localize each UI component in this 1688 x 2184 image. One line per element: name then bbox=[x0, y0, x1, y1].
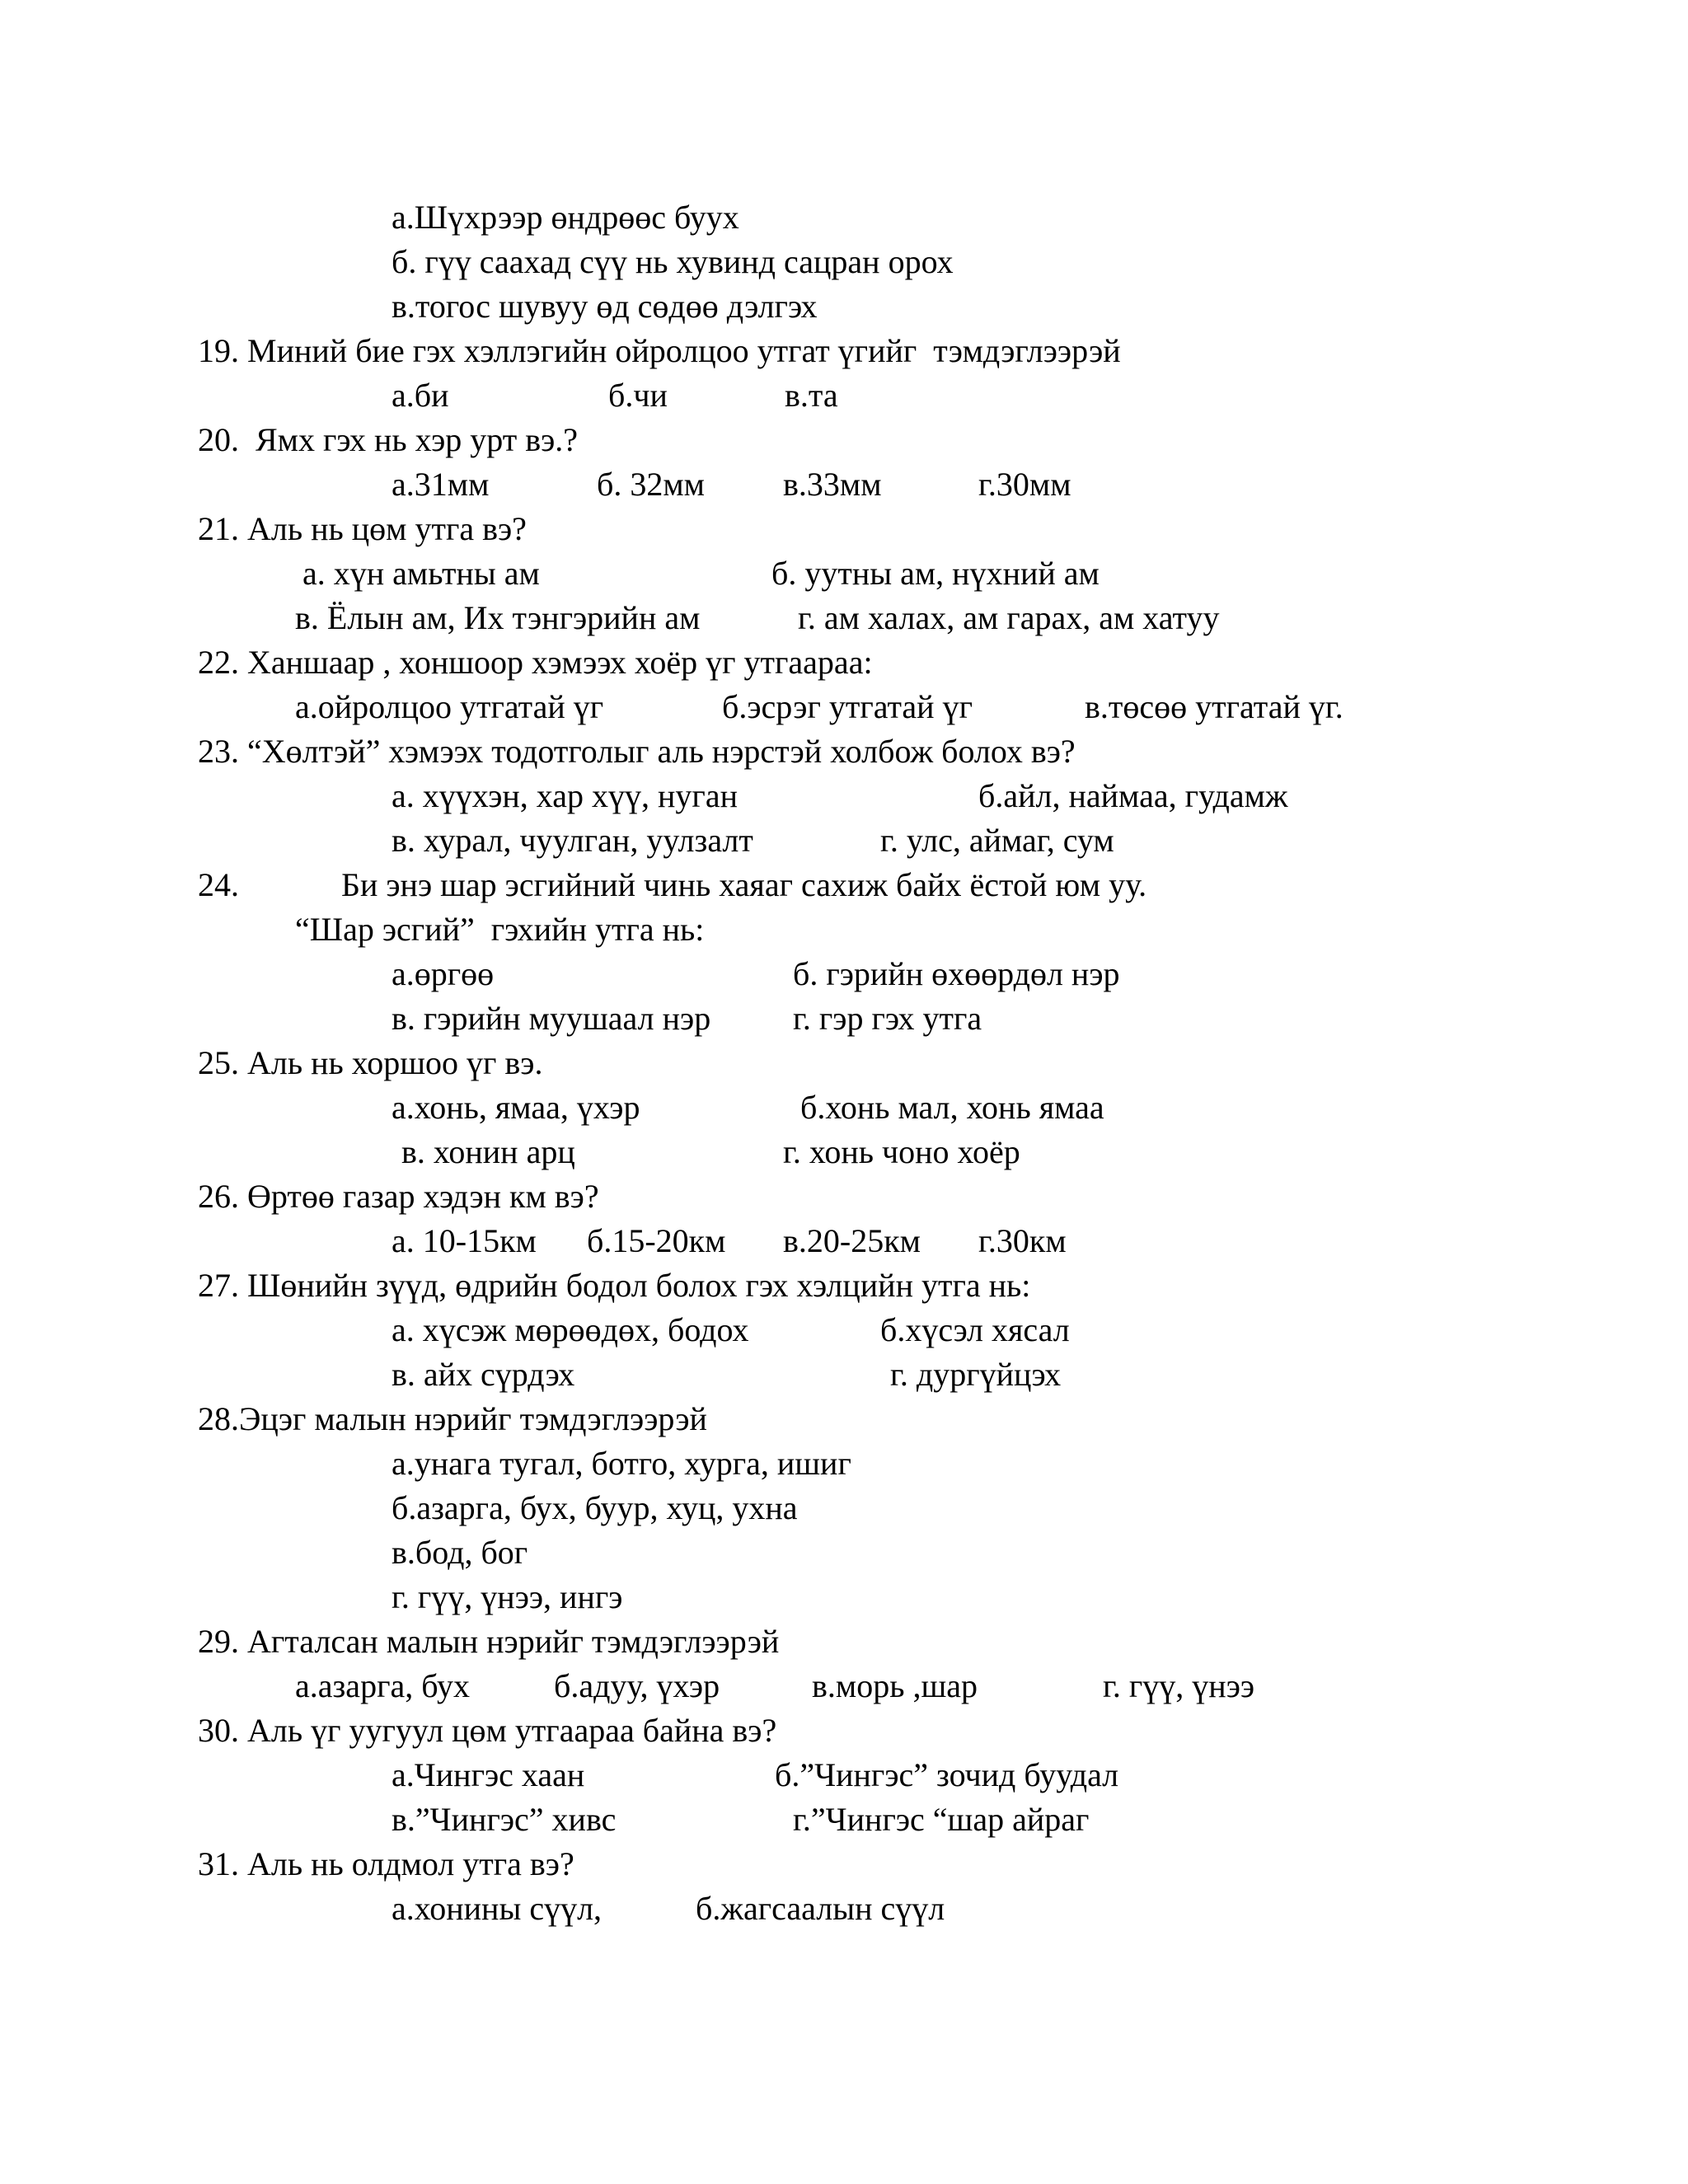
q21-option-b: б. уутны ам, нүхний ам bbox=[771, 555, 1100, 592]
q26-option-b: б.15-20км bbox=[587, 1222, 726, 1259]
q29-option-a: а.азарга, бух bbox=[295, 1667, 471, 1704]
q25-option-a: а.хонь, ямаа, үхэр bbox=[392, 1089, 640, 1126]
q22-option-b: б.эсрэг утгатай үг bbox=[722, 688, 973, 725]
q20-option-a: а.31мм bbox=[392, 466, 490, 503]
question-26: 26. Өртөө газар хэдэн км вэ? bbox=[198, 1178, 599, 1215]
q31-option-a: а.хонины сүүл, bbox=[392, 1890, 603, 1927]
q23-option-d: г. улс, аймаг, сум bbox=[880, 822, 1114, 859]
question-25: 25. Аль нь хоршоо үг вэ. bbox=[198, 1044, 543, 1081]
question-22: 22. Ханшаар , хоншоор хэмээх хоёр үг утгаараа: bbox=[198, 644, 873, 681]
q19-option-b: б.чи bbox=[608, 377, 668, 414]
q24-option-a: а.өргөө bbox=[392, 955, 495, 992]
q22-option-c: в.төсөө утгатай үг. bbox=[1085, 688, 1343, 725]
q20-option-c: в.33мм bbox=[783, 466, 882, 503]
question-21: 21. Аль нь цөм утга вэ? bbox=[198, 510, 527, 547]
q27-option-c: в. айх сүрдэх bbox=[392, 1356, 575, 1393]
question-24-prompt: “Шар эсгий” гэхийн утга нь: bbox=[295, 911, 705, 948]
question-30: 30. Аль үг уугуул цөм утгаараа байна вэ? bbox=[198, 1712, 777, 1749]
q25-option-c: в. хонин арц bbox=[401, 1133, 575, 1170]
q29-option-c: в.морь ,шар bbox=[812, 1667, 978, 1704]
q21-option-c: в. Ёлын ам, Их тэнгэрийн ам bbox=[295, 599, 701, 636]
q23-option-c: в. хурал, чуулган, уулзалт bbox=[392, 822, 753, 859]
q24-option-d: г. гэр гэх утга bbox=[793, 1000, 982, 1037]
q30-option-b: б.”Чингэс” зочид буудал bbox=[775, 1756, 1119, 1793]
q26-option-d: г.30км bbox=[978, 1222, 1067, 1259]
q25-option-b: б.хонь мал, хонь ямаа bbox=[800, 1089, 1104, 1126]
q19-option-a: а.би bbox=[392, 377, 449, 414]
q28-option-a: а.унага тугал, ботго, хурга, ишиг bbox=[392, 1445, 851, 1482]
q27-option-b: б.хүсэл хясал bbox=[880, 1311, 1070, 1348]
q18-option-b: б. гүү саахад сүү нь хувинд сацран орох bbox=[392, 243, 954, 280]
question-23: 23. “Хөлтэй” хэмээх тодотголыг аль нэрстэй холбож болох вэ? bbox=[198, 733, 1076, 770]
q31-option-b: б.жагсаалын сүүл bbox=[696, 1890, 945, 1927]
question-24-number: 24. bbox=[198, 866, 239, 903]
q29-option-d: г. гүү, үнээ bbox=[1103, 1667, 1255, 1704]
q30-option-c: в.”Чингэс” хивс bbox=[392, 1801, 617, 1838]
question-28: 28.Эцэг малын нэрийг тэмдэглээрэй bbox=[198, 1400, 707, 1437]
question-19: 19. Миний бие гэх хэллэгийн ойролцоо утгат үгийг тэмдэглээрэй bbox=[198, 332, 1121, 369]
q27-option-d: г. дургүйцэх bbox=[890, 1356, 1062, 1393]
question-27: 27. Шөнийн зүүд, өдрийн бодол болох гэх хэлцийн утга нь: bbox=[198, 1267, 1031, 1304]
q23-option-b: б.айл, наймаа, гудамж bbox=[978, 777, 1288, 814]
q22-option-a: а.ойролцоо утгатай үг bbox=[295, 688, 604, 725]
q28-option-b: б.азарга, бух, буур, хуц, ухна bbox=[392, 1489, 798, 1526]
q21-option-a: а. хүн амьтны ам bbox=[302, 555, 540, 592]
q24-option-b: б. гэрийн өхөөрдөл нэр bbox=[793, 955, 1120, 992]
q19-option-c: в.та bbox=[785, 377, 838, 414]
q20-option-d: г.30мм bbox=[978, 466, 1071, 503]
q28-option-c: в.бод, бог bbox=[392, 1534, 528, 1571]
q18-option-a: а.Шүхрээр өндрөөс буух bbox=[392, 199, 739, 236]
question-20: 20. Ямх гэх нь хэр урт вэ.? bbox=[198, 421, 579, 458]
q25-option-d: г. хонь чоно хоёр bbox=[783, 1133, 1020, 1170]
q21-option-d: г. ам халах, ам гарах, ам хатуу bbox=[798, 599, 1220, 636]
question-31: 31. Аль нь олдмол утга вэ? bbox=[198, 1845, 574, 1882]
question-24-sentence: Би энэ шар эсгийний чинь хаяаг сахиж байх ёстой юм уу. bbox=[341, 866, 1147, 903]
q28-option-d: г. гүү, үнээ, ингэ bbox=[392, 1578, 623, 1615]
q18-option-c: в.тогос шувуу өд сөдөө дэлгэх bbox=[392, 288, 818, 325]
q30-option-d: г.”Чингэс “шар айраг bbox=[793, 1801, 1090, 1838]
q24-option-c: в. гэрийн муушаал нэр bbox=[392, 1000, 711, 1037]
q29-option-b: б.адуу, үхэр bbox=[554, 1667, 720, 1704]
q26-option-a: а. 10-15км bbox=[392, 1222, 537, 1259]
q27-option-a: а. хүсэж мөрөөдөх, бодох bbox=[392, 1311, 749, 1348]
question-29: 29. Агталсан малын нэрийг тэмдэглээрэй bbox=[198, 1623, 780, 1660]
q26-option-c: в.20-25км bbox=[783, 1222, 921, 1259]
q30-option-a: а.Чингэс хаан bbox=[392, 1756, 585, 1793]
q20-option-b: б. 32мм bbox=[597, 466, 705, 503]
q23-option-a: а. хүүхэн, хар хүү, нуган bbox=[392, 777, 738, 814]
